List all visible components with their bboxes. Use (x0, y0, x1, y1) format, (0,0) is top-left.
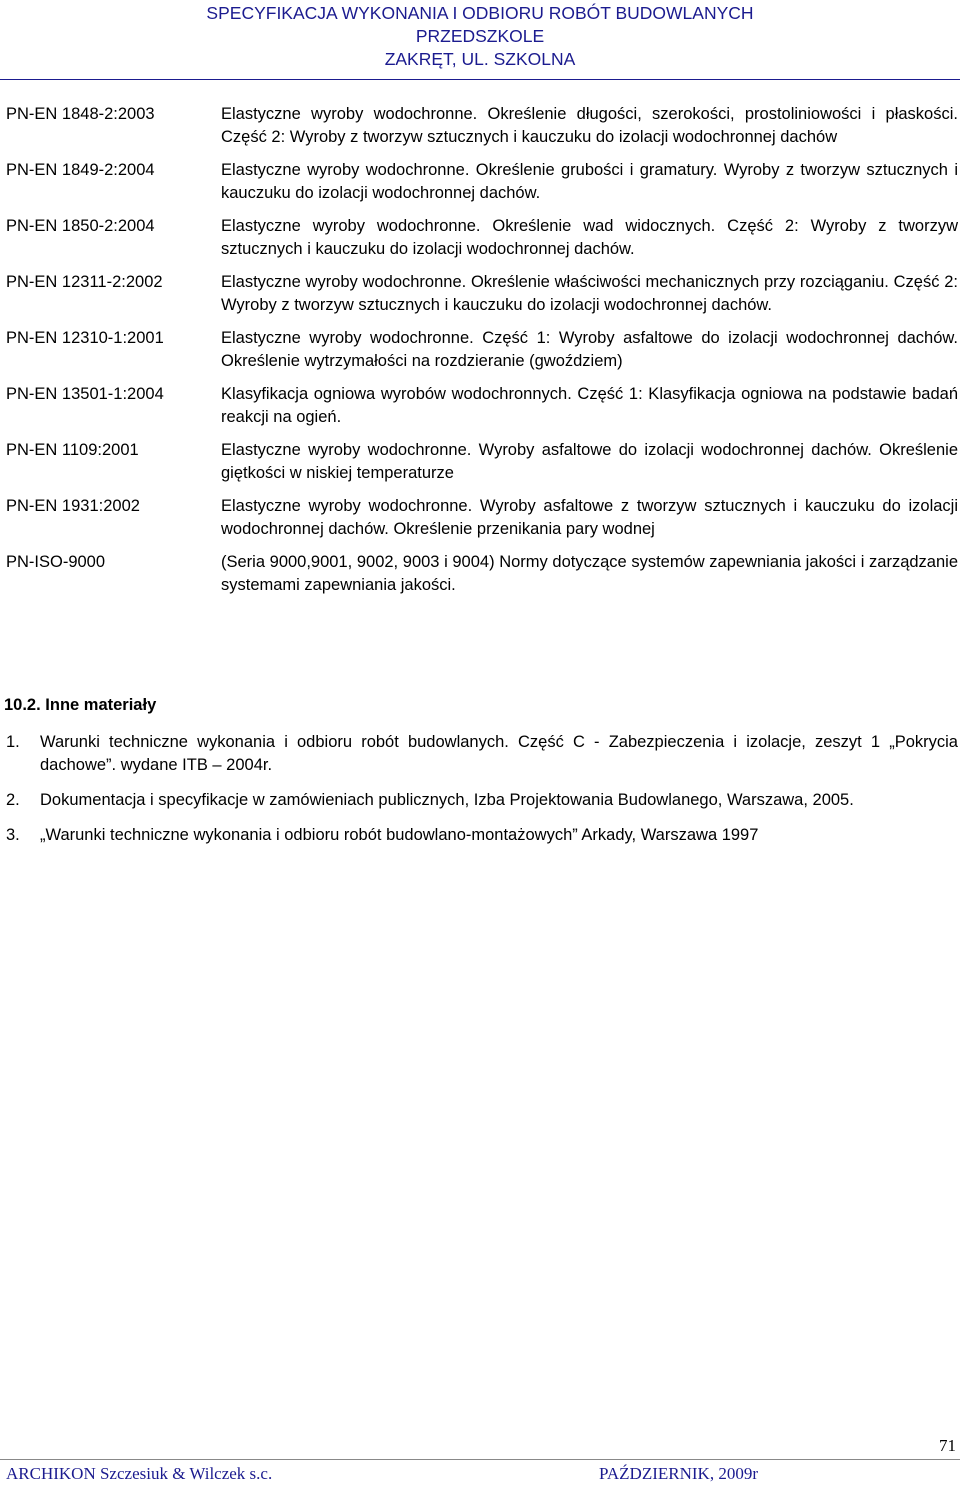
reference-number: 2. (6, 791, 20, 809)
standard-row (0, 551, 960, 597)
standard-description: Elastyczne wyroby wodochronne. Określenie wad widocznych. Część 2: Wyroby z tworzyw sztucznych i kauczuku do izolacji wodochronnej dachów. (221, 217, 958, 258)
footer-divider (0, 1459, 960, 1460)
standard-code: PN-EN 1850-2:2004 (6, 217, 155, 235)
standard-description: (Seria 9000,9001, 9002, 9003 i 9004) Normy dotyczące systemów zapewniania jakości i zarządzanie systemami zapewniania jakości. (221, 553, 958, 594)
reference-text: Dokumentacja i specyfikacje w zamówieniach publicznych, Izba Projektowania Budowlanego, Warszawa, 2005. (40, 791, 854, 809)
reference-text: „Warunki techniczne wykonania i odbioru robót budowlano-montażowych” Arkady, Warszawa 1997 (40, 826, 759, 844)
reference-text: Warunki techniczne wykonania i odbioru robót budowlanych. Część C - Zabezpieczenia i izolacje, zeszyt 1 „Pokrycia dachowe”. wydane ITB – 2004r. (40, 733, 958, 774)
header-line-1: SPECYFIKACJA WYKONANIA I ODBIORU ROBÓT BUDOWLANYCH (206, 3, 754, 23)
standard-code: PN-EN 12311-2:2002 (6, 273, 163, 291)
standard-row (0, 439, 960, 485)
reference-number: 1. (6, 733, 20, 751)
page-number: 71 (939, 1436, 956, 1455)
references-list (0, 731, 958, 859)
standard-row (0, 103, 960, 149)
standard-row (0, 383, 960, 429)
header-line-2: PRZEDSZKOLE (415, 26, 545, 46)
footer-company: ARCHIKON Szczesiuk & Wilczek s.c. (6, 1464, 273, 1483)
standard-description: Klasyfikacja ogniowa wyrobów wodochronnych. Część 1: Klasyfikacja ogniowa na podstawie badań reakcji na ogień. (221, 385, 958, 426)
standard-row (0, 159, 960, 205)
page-header (0, 2, 960, 71)
reference-number: 3. (6, 826, 20, 844)
standard-description: Elastyczne wyroby wodochronne. Określenie grubości i gramatury. Wyroby z tworzyw sztucznych i kauczuku do izolacji wodochronnej dachów. (221, 161, 958, 202)
standard-row (0, 495, 960, 541)
standard-description: Elastyczne wyroby wodochronne. Wyroby asfaltowe z tworzyw sztucznych i kauczuku do izolacji wodochronnej dachów. Określenie przenikania pary wodnej (221, 497, 958, 538)
standard-code: PN-ISO-9000 (6, 553, 106, 571)
section-title: 10.2. Inne materiały (4, 696, 157, 714)
standard-description: Elastyczne wyroby wodochronne. Określenie właściwości mechanicznych przy rozciąganiu. Część 2: Wyroby z tworzyw sztucznych i kauczuku do izolacji wodochronnej dachów. (221, 273, 958, 314)
standard-code: PN-EN 12310-1:2001 (6, 329, 164, 347)
standard-row (0, 327, 960, 373)
standard-code: PN-EN 1848-2:2003 (6, 105, 155, 123)
standard-code: PN-EN 13501-1:2004 (6, 385, 164, 403)
reference-item (0, 731, 958, 777)
header-line-3: ZAKRĘT, UL. SZKOLNA (384, 49, 576, 69)
standard-row (0, 215, 960, 261)
footer-date: PAŹDZIERNIK, 2009r (599, 1464, 758, 1483)
standard-description: Elastyczne wyroby wodochronne. Część 1: Wyroby asfaltowe do izolacji wodochronnej dachów. Określenie wytrzymałości na rozdzieranie (gwoździem) (221, 329, 958, 370)
header-divider (0, 79, 960, 80)
standard-code: PN-EN 1931:2002 (6, 497, 140, 515)
reference-item (0, 789, 958, 812)
standard-row (0, 271, 960, 317)
standard-code: PN-EN 1109:2001 (6, 441, 139, 459)
standard-code: PN-EN 1849-2:2004 (6, 161, 155, 179)
standard-description: Elastyczne wyroby wodochronne. Wyroby asfaltowe do izolacji wodochronnej dachów. Określenie giętkości w niskiej temperaturze (221, 441, 958, 482)
standard-description: Elastyczne wyroby wodochronne. Określenie długości, szerokości, prostoliniowości i płaskości. Część 2: Wyroby z tworzyw sztucznych i kauczuku do izolacji wodochronnej dachów (221, 105, 958, 146)
standards-table (0, 103, 960, 607)
reference-item (0, 824, 958, 847)
